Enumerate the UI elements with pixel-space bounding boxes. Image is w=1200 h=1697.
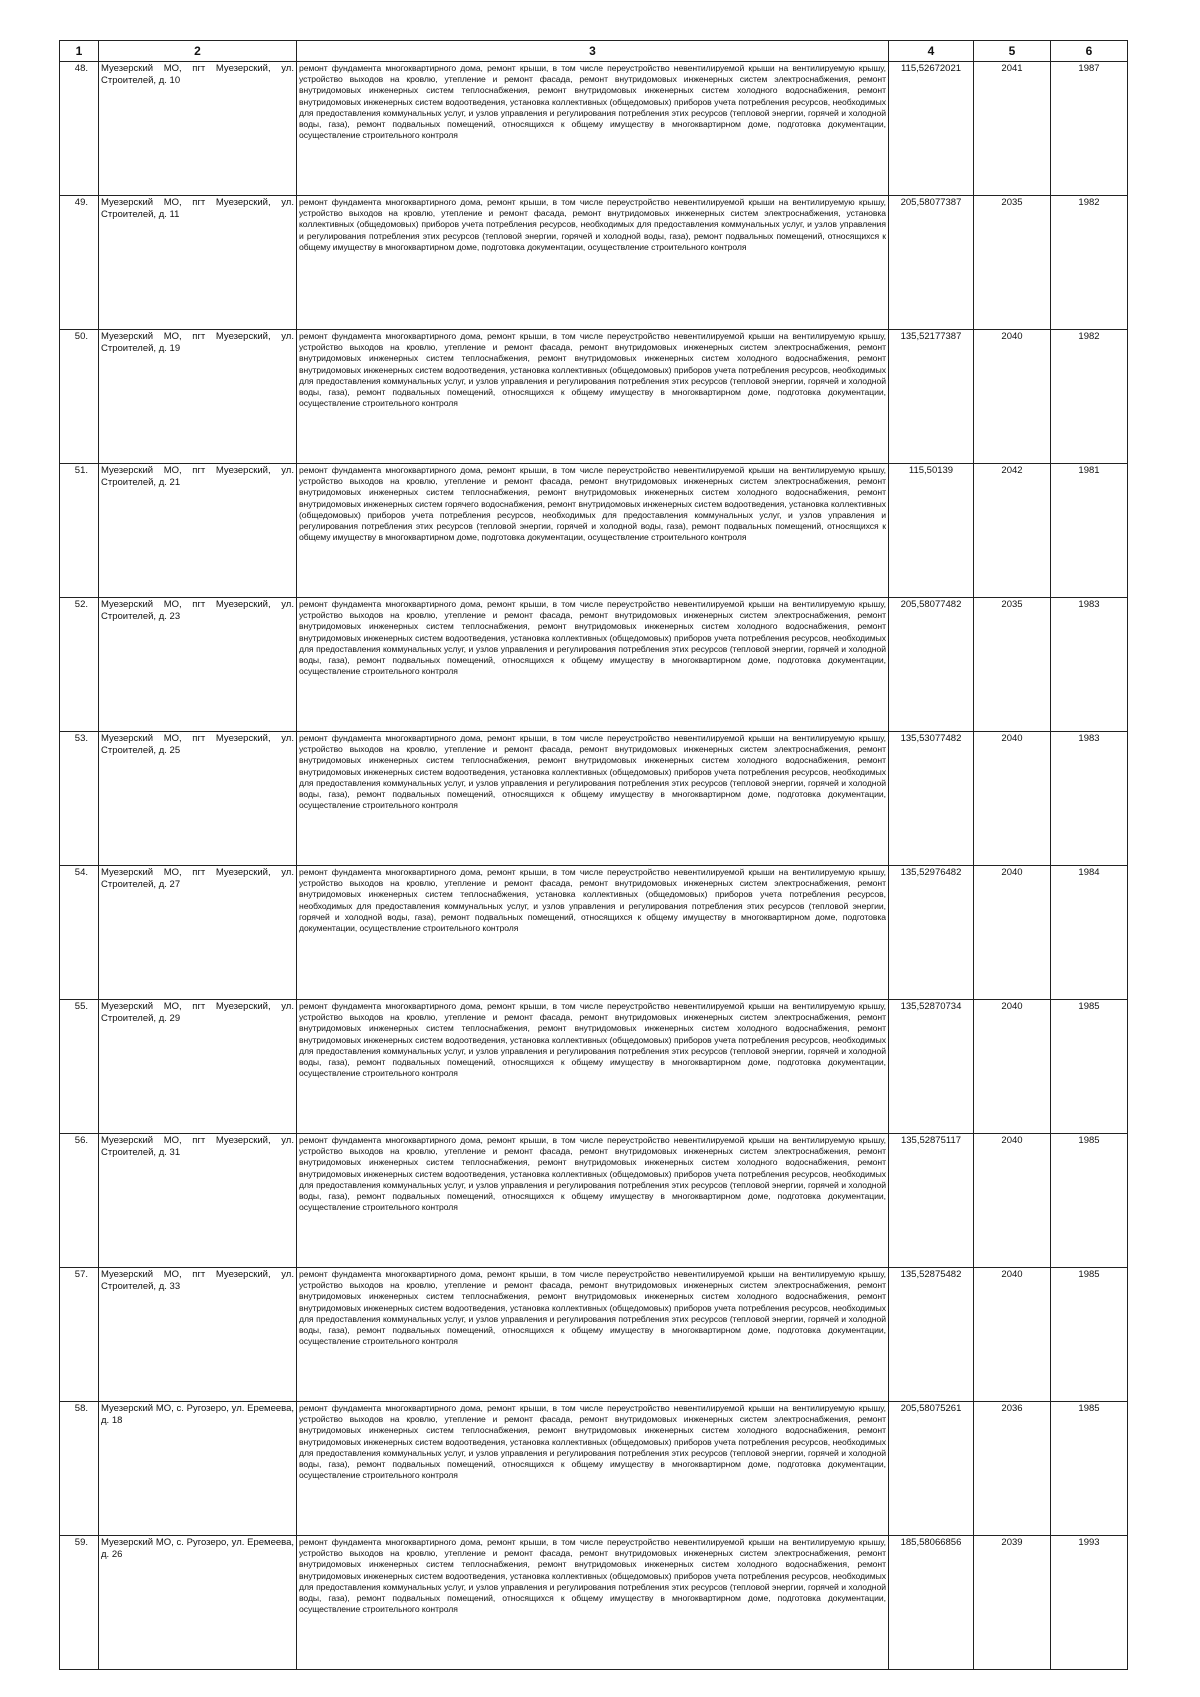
works-description-cell: ремонт фундамента многоквартирного дома, ремонт крыши, в том числе переустройство невентилируемой крыши на вентилируемую крышу, устройство выходов на кровлю, утепление и ремонт фасада, ремонт внутридомовых инженерных систем электроснабжения, ремонт внутридомовых инженерных систем теплоснабжения, ремонт внутридомовых инженерных систем холодного водоснабжения, ремонт внутридомовых инженерных систем водоотведения, установка коллективных (общедомовых) приборов учета потребления ресурсов, необходимых для предоставления коммунальных услуг, и узлов управления и регулирования потребления этих ресурсов (тепловой энергии, горячей и холодной воды, газа), ремонт подвальных помещений, относящихся к общему имуществу в многоквартирном доме, подготовка документации, осуществление строительного контроля [297, 330, 889, 464]
build-year-cell: 1981 [1051, 464, 1128, 598]
build-year-cell: 1987 [1051, 62, 1128, 196]
planned-year-cell: 2040 [974, 866, 1051, 1000]
table-row [60, 1134, 1128, 1268]
row-number: 54. [60, 866, 99, 1000]
table-row [60, 1536, 1128, 1670]
address-cell: Муезерский МО, с. Ругозеро, ул. Еремеева, д. 18 [99, 1402, 297, 1536]
cost-cell: 135,52875117 [889, 1134, 974, 1268]
row-number: 52. [60, 598, 99, 732]
header-row [60, 41, 1128, 62]
row-number: 49. [60, 196, 99, 330]
row-number: 48. [60, 62, 99, 196]
table-row [60, 464, 1128, 598]
table-row [60, 62, 1128, 196]
row-number: 53. [60, 732, 99, 866]
table-row [60, 866, 1128, 1000]
cost-cell: 205,58077387 [889, 196, 974, 330]
cost-cell: 135,52976482 [889, 866, 974, 1000]
planned-year-cell: 2036 [974, 1402, 1051, 1536]
works-description-cell: ремонт фундамента многоквартирного дома, ремонт крыши, в том числе переустройство невентилируемой крыши на вентилируемую крышу, устройство выходов на кровлю, утепление и ремонт фасада, ремонт внутридомовых инженерных систем электроснабжения, ремонт внутридомовых инженерных систем теплоснабжения, ремонт внутридомовых инженерных систем холодного водоснабжения, ремонт внутридомовых инженерных систем водоотведения, установка коллективных (общедомовых) приборов учета потребления ресурсов, необходимых для предоставления коммунальных услуг, и узлов управления и регулирования потребления этих ресурсов (тепловой энергии, горячей и холодной воды, газа), ремонт подвальных помещений, относящихся к общему имуществу в многоквартирном доме, подготовка документации, осуществление строительного контроля [297, 62, 889, 196]
planned-year-cell: 2040 [974, 732, 1051, 866]
header-col-4: 4 [889, 41, 974, 62]
build-year-cell: 1982 [1051, 196, 1128, 330]
planned-year-cell: 2035 [974, 196, 1051, 330]
build-year-cell: 1982 [1051, 330, 1128, 464]
row-number: 58. [60, 1402, 99, 1536]
build-year-cell: 1993 [1051, 1536, 1128, 1670]
address-cell: Муезерский МО, пгт Муезерский, ул. Строителей, д. 10 [99, 62, 297, 196]
row-number: 57. [60, 1268, 99, 1402]
planned-year-cell: 2042 [974, 464, 1051, 598]
cost-cell: 185,58066856 [889, 1536, 974, 1670]
address-cell: Муезерский МО, пгт Муезерский, ул. Строителей, д. 19 [99, 330, 297, 464]
works-table [59, 40, 1128, 1670]
cost-cell: 205,58077482 [889, 598, 974, 732]
table-row [60, 1268, 1128, 1402]
planned-year-cell: 2040 [974, 330, 1051, 464]
cost-cell: 135,52875482 [889, 1268, 974, 1402]
build-year-cell: 1985 [1051, 1134, 1128, 1268]
cost-cell: 135,52177387 [889, 330, 974, 464]
works-description-cell: ремонт фундамента многоквартирного дома, ремонт крыши, в том числе переустройство невентилируемой крыши на вентилируемую крышу, устройство выходов на кровлю, утепление и ремонт фасада, ремонт внутридомовых инженерных систем электроснабжения, установка коллективных (общедомовых) приборов учета потребления ресурсов, необходимых для предоставления коммунальных услуг, и узлов управления и регулирования потребления этих ресурсов (тепловой энергии, горячей и холодной воды, газа), ремонт подвальных помещений, относящихся к общему имуществу в многоквартирном доме, подготовка документации, осуществление строительного контроля [297, 196, 889, 330]
address-cell: Муезерский МО, пгт Муезерский, ул. Строителей, д. 11 [99, 196, 297, 330]
planned-year-cell: 2040 [974, 1000, 1051, 1134]
header-col-1: 1 [60, 41, 99, 62]
build-year-cell: 1983 [1051, 732, 1128, 866]
build-year-cell: 1985 [1051, 1268, 1128, 1402]
planned-year-cell: 2035 [974, 598, 1051, 732]
address-cell: Муезерский МО, пгт Муезерский, ул. Строителей, д. 31 [99, 1134, 297, 1268]
header-col-6: 6 [1051, 41, 1128, 62]
works-description-cell: ремонт фундамента многоквартирного дома, ремонт крыши, в том числе переустройство невентилируемой крыши на вентилируемую крышу, устройство выходов на кровлю, утепление и ремонт фасада, ремонт внутридомовых инженерных систем электроснабжения, ремонт внутридомовых инженерных систем теплоснабжения, ремонт внутридомовых инженерных систем холодного водоснабжения, ремонт внутридомовых инженерных систем водоотведения, установка коллективных (общедомовых) приборов учета потребления ресурсов, необходимых для предоставления коммунальных услуг, и узлов управления и регулирования потребления этих ресурсов (тепловой энергии, горячей и холодной воды, газа), ремонт подвальных помещений, относящихся к общему имуществу в многоквартирном доме, подготовка документации, осуществление строительного контроля [297, 1134, 889, 1268]
table-body [60, 62, 1128, 1670]
table-row [60, 1000, 1128, 1134]
works-description-cell: ремонт фундамента многоквартирного дома, ремонт крыши, в том числе переустройство невентилируемой крыши на вентилируемую крышу, устройство выходов на кровлю, утепление и ремонт фасада, ремонт внутридомовых инженерных систем электроснабжения, ремонт внутридомовых инженерных систем теплоснабжения, ремонт внутридомовых инженерных систем холодного водоснабжения, ремонт внутридомовых инженерных систем водоотведения, установка коллективных (общедомовых) приборов учета потребления ресурсов, необходимых для предоставления коммунальных услуг, и узлов управления и регулирования потребления этих ресурсов (тепловой энергии, горячей и холодной воды, газа), ремонт подвальных помещений, относящихся к общему имуществу в многоквартирном доме, подготовка документации, осуществление строительного контроля [297, 1402, 889, 1536]
works-description-cell: ремонт фундамента многоквартирного дома, ремонт крыши, в том числе переустройство невентилируемой крыши на вентилируемую крышу, устройство выходов на кровлю, утепление и ремонт фасада, ремонт внутридомовых инженерных систем электроснабжения, ремонт внутридомовых инженерных систем теплоснабжения, ремонт внутридомовых инженерных систем холодного водоснабжения, ремонт внутридомовых инженерных систем водоотведения, установка коллективных (общедомовых) приборов учета потребления ресурсов, необходимых для предоставления коммунальных услуг, и узлов управления и регулирования потребления этих ресурсов (тепловой энергии, горячей и холодной воды, газа), ремонт подвальных помещений, относящихся к общему имуществу в многоквартирном доме, подготовка документации, осуществление строительного контроля [297, 1268, 889, 1402]
table-row [60, 196, 1128, 330]
table-row [60, 1402, 1128, 1536]
cost-cell: 115,52672021 [889, 62, 974, 196]
works-description-cell: ремонт фундамента многоквартирного дома, ремонт крыши, в том числе переустройство невентилируемой крыши на вентилируемую крышу, устройство выходов на кровлю, утепление и ремонт фасада, ремонт внутридомовых инженерных систем электроснабжения, ремонт внутридомовых инженерных систем теплоснабжения, ремонт внутридомовых инженерных систем холодного водоснабжения, ремонт внутридомовых инженерных систем водоотведения, установка коллективных (общедомовых) приборов учета потребления ресурсов, необходимых для предоставления коммунальных услуг, и узлов управления и регулирования потребления этих ресурсов (тепловой энергии, горячей и холодной воды, газа), ремонт подвальных помещений, относящихся к общему имуществу в многоквартирном доме, подготовка документации, осуществление строительного контроля [297, 598, 889, 732]
planned-year-cell: 2041 [974, 62, 1051, 196]
address-cell: Муезерский МО, пгт Муезерский, ул. Строителей, д. 23 [99, 598, 297, 732]
works-description-cell: ремонт фундамента многоквартирного дома, ремонт крыши, в том числе переустройство невентилируемой крыши на вентилируемую крышу, устройство выходов на кровлю, утепление и ремонт фасада, ремонт внутридомовых инженерных систем электроснабжения, ремонт внутридомовых инженерных систем теплоснабжения, ремонт внутридомовых инженерных систем холодного водоснабжения, ремонт внутридомовых инженерных систем водоотведения, установка коллективных (общедомовых) приборов учета потребления ресурсов, необходимых для предоставления коммунальных услуг, и узлов управления и регулирования потребления этих ресурсов (тепловой энергии, горячей и холодной воды, газа), ремонт подвальных помещений, относящихся к общему имуществу в многоквартирном доме, подготовка документации, осуществление строительного контроля [297, 1536, 889, 1670]
cost-cell: 205,58075261 [889, 1402, 974, 1536]
works-description-cell: ремонт фундамента многоквартирного дома, ремонт крыши, в том числе переустройство невентилируемой крыши на вентилируемую крышу, устройство выходов на кровлю, утепление и ремонт фасада, ремонт внутридомовых инженерных систем электроснабжения, ремонт внутридомовых инженерных систем теплоснабжения, ремонт внутридомовых инженерных систем холодного водоснабжения, ремонт внутридомовых инженерных систем водоотведения, установка коллективных (общедомовых) приборов учета потребления ресурсов, необходимых для предоставления коммунальных услуг, и узлов управления и регулирования потребления этих ресурсов (тепловой энергии, горячей и холодной воды, газа), ремонт подвальных помещений, относящихся к общему имуществу в многоквартирном доме, подготовка документации, осуществление строительного контроля [297, 1000, 889, 1134]
planned-year-cell: 2040 [974, 1134, 1051, 1268]
works-description-cell: ремонт фундамента многоквартирного дома, ремонт крыши, в том числе переустройство невентилируемой крыши на вентилируемую крышу, устройство выходов на кровлю, утепление и ремонт фасада, ремонт внутридомовых инженерных систем электроснабжения, ремонт внутридомовых инженерных систем теплоснабжения, ремонт внутридомовых инженерных систем холодного водоснабжения, ремонт внутридомовых инженерных систем горячего водоснабжения, ремонт внутридомовых инженерных систем водоотведения, установка коллективных (общедомовых) приборов учета потребления ресурсов, необходимых для предоставления коммунальных услуг, и узлов управления и регулирования потребления этих ресурсов (тепловой энергии, горячей и холодной воды, газа), ремонт подвальных помещений, относящихся к общему имуществу в многоквартирном доме, подготовка документации, осуществление строительного контроля [297, 464, 889, 598]
table-row [60, 732, 1128, 866]
works-description-cell: ремонт фундамента многоквартирного дома, ремонт крыши, в том числе переустройство невентилируемой крыши на вентилируемую крышу, устройство выходов на кровлю, утепление и ремонт фасада, ремонт внутридомовых инженерных систем электроснабжения, ремонт внутридомовых инженерных систем теплоснабжения, установка коллективных (общедомовых) приборов учета потребления ресурсов, необходимых для предоставления коммунальных услуг, и узлов управления и регулирования потребления этих ресурсов (тепловой энергии, горячей и холодной воды, газа), ремонт подвальных помещений, относящихся к общему имуществу в многоквартирном доме, подготовка документации, осуществление строительного контроля [297, 866, 889, 1000]
build-year-cell: 1985 [1051, 1000, 1128, 1134]
build-year-cell: 1984 [1051, 866, 1128, 1000]
cost-cell: 115,50139 [889, 464, 974, 598]
build-year-cell: 1985 [1051, 1402, 1128, 1536]
row-number: 56. [60, 1134, 99, 1268]
address-cell: Муезерский МО, пгт Муезерский, ул. Строителей, д. 25 [99, 732, 297, 866]
cost-cell: 135,52870734 [889, 1000, 974, 1134]
planned-year-cell: 2040 [974, 1268, 1051, 1402]
address-cell: Муезерский МО, пгт Муезерский, ул. Строителей, д. 29 [99, 1000, 297, 1134]
address-cell: Муезерский МО, пгт Муезерский, ул. Строителей, д. 33 [99, 1268, 297, 1402]
header-col-5: 5 [974, 41, 1051, 62]
table-row [60, 330, 1128, 464]
address-cell: Муезерский МО, пгт Муезерский, ул. Строителей, д. 21 [99, 464, 297, 598]
build-year-cell: 1983 [1051, 598, 1128, 732]
row-number: 59. [60, 1536, 99, 1670]
table-header [60, 41, 1128, 62]
row-number: 50. [60, 330, 99, 464]
header-col-2: 2 [99, 41, 297, 62]
works-description-cell: ремонт фундамента многоквартирного дома, ремонт крыши, в том числе переустройство невентилируемой крыши на вентилируемую крышу, устройство выходов на кровлю, утепление и ремонт фасада, ремонт внутридомовых инженерных систем электроснабжения, ремонт внутридомовых инженерных систем теплоснабжения, ремонт внутридомовых инженерных систем холодного водоснабжения, ремонт внутридомовых инженерных систем водоотведения, установка коллективных (общедомовых) приборов учета потребления ресурсов, необходимых для предоставления коммунальных услуг, и узлов управления и регулирования потребления этих ресурсов (тепловой энергии, горячей и холодной воды, газа), ремонт подвальных помещений, относящихся к общему имуществу в многоквартирном доме, подготовка документации, осуществление строительного контроля [297, 732, 889, 866]
address-cell: Муезерский МО, пгт Муезерский, ул. Строителей, д. 27 [99, 866, 297, 1000]
cost-cell: 135,53077482 [889, 732, 974, 866]
row-number: 51. [60, 464, 99, 598]
address-cell: Муезерский МО, с. Ругозеро, ул. Еремеева, д. 26 [99, 1536, 297, 1670]
header-col-3: 3 [297, 41, 889, 62]
planned-year-cell: 2039 [974, 1536, 1051, 1670]
row-number: 55. [60, 1000, 99, 1134]
table-row [60, 598, 1128, 732]
